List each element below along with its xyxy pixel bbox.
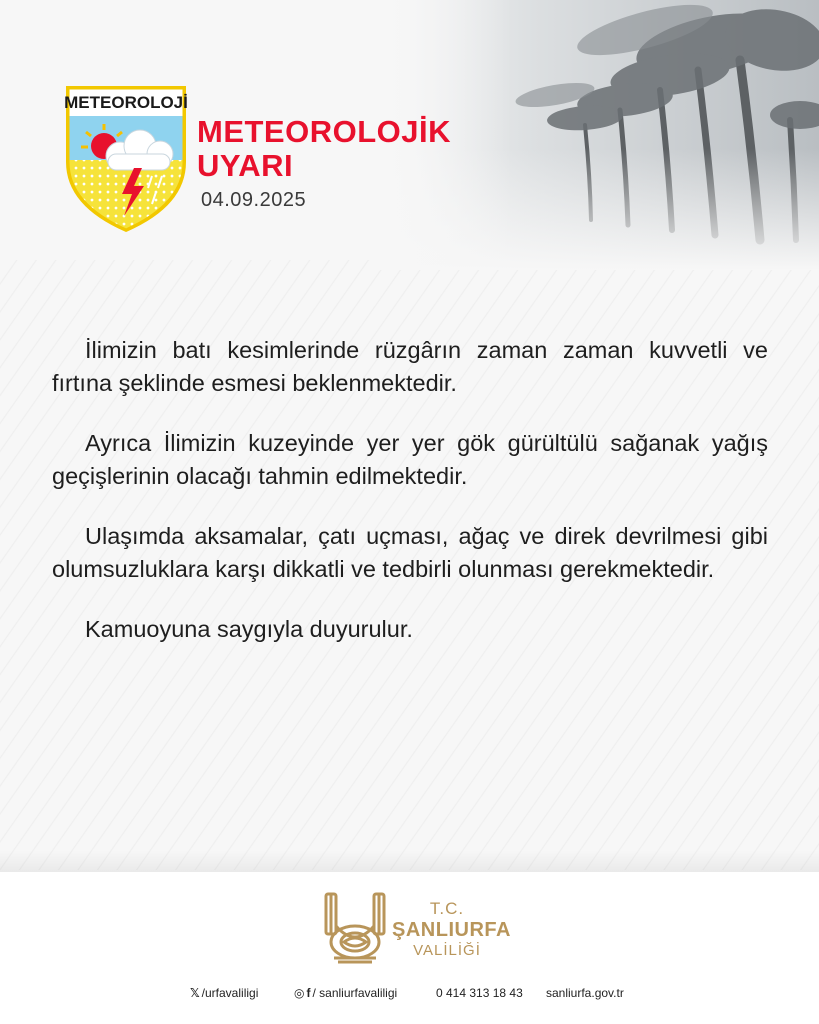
- org-line-3: VALİLİĞİ: [413, 942, 481, 959]
- page-title: [197, 115, 451, 183]
- paragraph-precautions: Ulaşımda aksamalar, çatı uçması, ağaç ve direk devrilmesi gibi olumsuzluklara karşı dikkatli ve tedbirli olunması gerekmektedir.: [52, 523, 768, 582]
- meteorology-logo: [64, 84, 188, 234]
- x-logo-icon: 𝕏: [190, 986, 200, 1000]
- title-line-1: METEOROLOJİK: [197, 114, 452, 149]
- facebook-icon: f: [306, 986, 311, 1000]
- title-line-2: UYARI: [197, 148, 294, 183]
- website-link[interactable]: sanliurfa.gov.tr: [546, 986, 624, 1000]
- x-contact[interactable]: [190, 986, 258, 1000]
- social-contact[interactable]: [294, 986, 397, 1000]
- valilik-wordmark: [392, 899, 511, 961]
- footer-shadow: [0, 850, 819, 874]
- instagram-icon: ◎: [294, 986, 305, 1000]
- contact-bar: [0, 986, 819, 1004]
- paragraph-closing: Kamuoyuna saygıyla duyurulur.: [85, 616, 413, 642]
- paragraph-thunderstorm: Ayrıca İlimizin kuzeyinde yer yer gök gürültülü sağanak yağış geçişlerinin olacağı tahmin edilmektedir.: [52, 430, 768, 489]
- phone-number[interactable]: 0 414 313 18 43: [436, 986, 523, 1000]
- warning-date: 04.09.2025: [201, 189, 307, 211]
- social-handle: / sanliurfavaliligi: [312, 986, 398, 1000]
- logo-label: METEOROLOJİ: [64, 93, 188, 112]
- org-line-2: ŞANLIURFA: [392, 919, 511, 941]
- sanliurfa-emblem-icon: [322, 890, 388, 966]
- meteorology-shield-icon: [64, 84, 188, 234]
- warning-body: [52, 334, 768, 673]
- org-line-1: T.C.: [429, 899, 465, 918]
- x-handle: /urfavaliligi: [201, 986, 259, 1000]
- paragraph-wind: İlimizin batı kesimlerinde rüzgârın zaman zaman kuvvetli ve fırtına şeklinde esmesi beklenmektedir.: [52, 337, 768, 396]
